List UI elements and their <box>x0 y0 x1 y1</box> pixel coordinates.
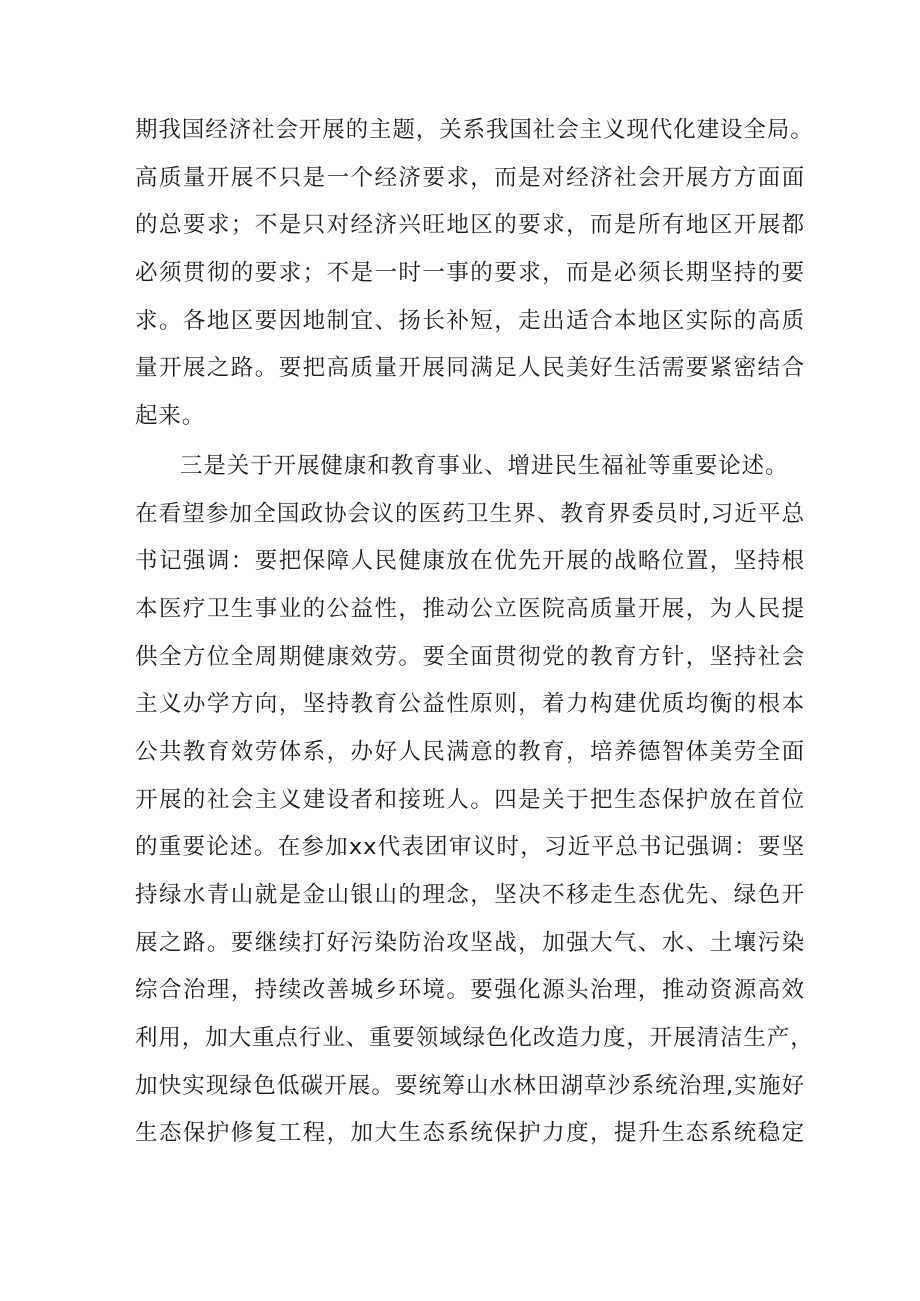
text-line: 量开展之路。要把高质量开展同满足人民美好生活需要紧密结合 <box>135 355 805 382</box>
text-line: 的重要论述。在参加xx代表团审议时，习近平总书记强调：要坚 <box>135 834 805 861</box>
text-line: 本医疗卫生事业的公益性，推动公立医院高质量开展，为人民提 <box>135 595 805 622</box>
text-line: 书记强调：要把保障人民健康放在优先开展的战略位置，坚持根 <box>135 548 805 575</box>
paragraph-2 <box>135 443 814 1158</box>
text-line: 必须贯彻的要求；不是一时一事的要求，而是必须长期坚持的要 <box>135 260 805 287</box>
text-line: 公共教育效劳体系，办好人民满意的教育，培养德智体美劳全面 <box>135 738 805 765</box>
text-line: 期我国经济社会开展的主题，关系我国社会主义现代化建设全局。 <box>135 117 814 143</box>
text-line: 利用，加大重点行业、重要领域绿色化改造力度，开展清洁生产， <box>135 1025 814 1052</box>
text-line: 持绿水青山就是金山银山的理念，坚决不移走生态优先、绿色开 <box>135 882 805 908</box>
text-line: 开展的社会主义建设者和接班人。四是关于把生态保护放在首位 <box>135 786 805 813</box>
text-line: 起来。 <box>135 403 206 430</box>
text-line: 在看望参加全国政协会议的医药卫生界、教育界委员时,习近平总 <box>135 500 805 527</box>
text-line: 综合治理，持续改善城乡环境。要强化源头治理，推动资源高效 <box>135 977 805 1004</box>
paragraph-1 <box>135 107 814 441</box>
text-line: 生态保护修复工程，加大生态系统保护力度，提升生态系统稳定 <box>135 1120 805 1147</box>
text-line: 主义办学方向，坚持教育公益性原则，着力构建优质均衡的根本 <box>135 691 805 718</box>
text-line: 加快实现绿色低碳开展。要统筹山水林田湖草沙系统治理,实施好 <box>135 1072 805 1099</box>
text-line: 高质量开展不只是一个经济要求，而是对经济社会开展方方面面 <box>135 164 805 191</box>
text-line: 求。各地区要因地制宜、扬长补短，走出适合本地区实际的高质 <box>135 307 805 334</box>
text-line: 的总要求；不是只对经济兴旺地区的要求，而是所有地区开展都 <box>135 212 805 239</box>
text-line: 展之路。要继续打好污染防治攻坚战，加强大气、水、土壤污染 <box>135 929 805 956</box>
text-line: 三是关于开展健康和教育事业、增进民生福祉等重要论述。 <box>180 452 789 479</box>
body-text <box>135 107 814 1158</box>
text-line: 供全方位全周期健康效劳。要全面贯彻党的教育方针，坚持社会 <box>135 643 805 670</box>
